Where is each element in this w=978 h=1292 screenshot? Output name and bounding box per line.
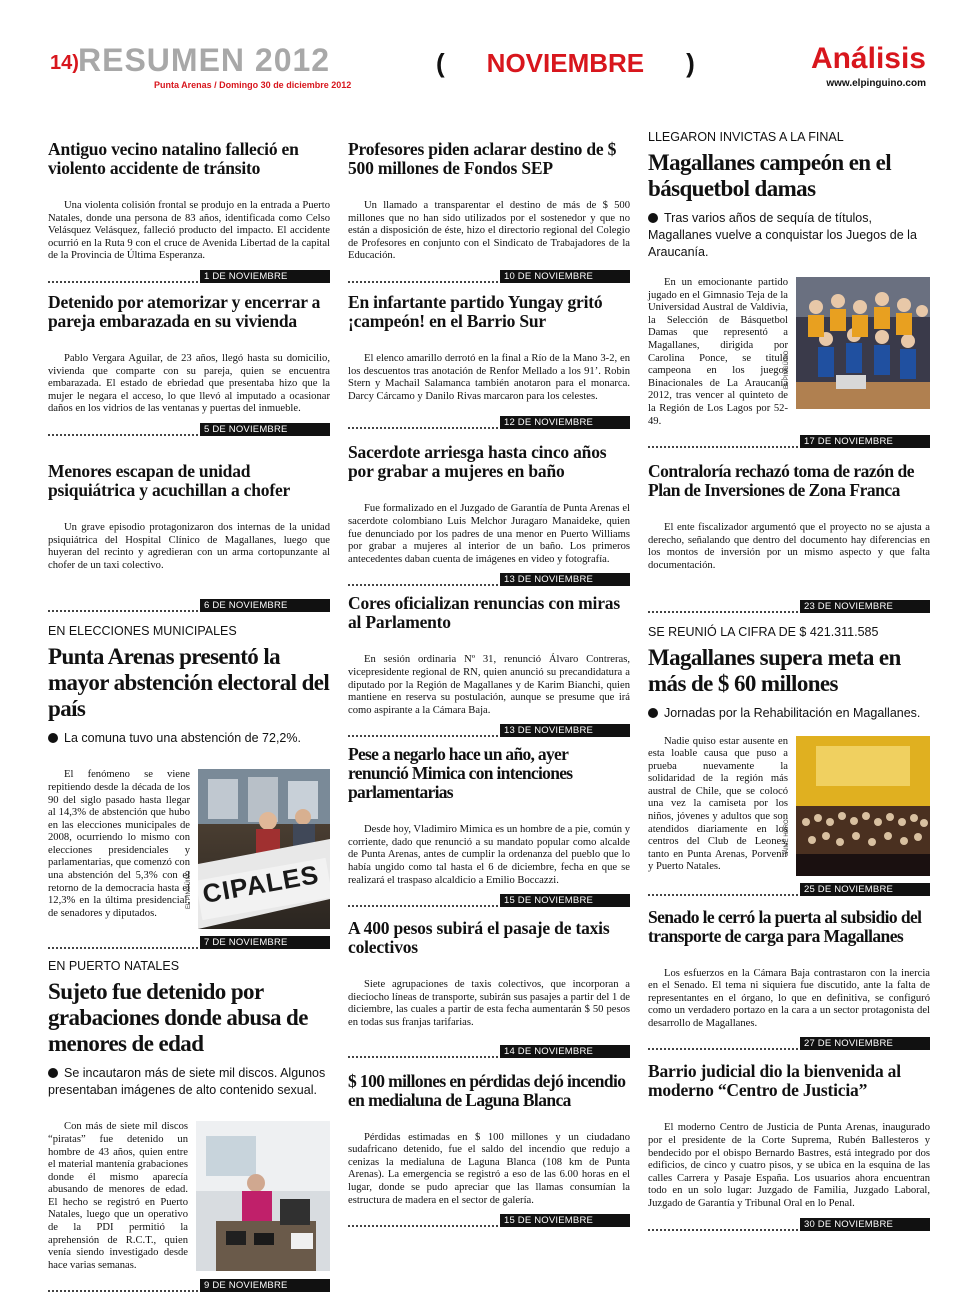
newspaper-url: www.elpinguino.com bbox=[826, 78, 926, 89]
article-body: El elenco amarillo derrotó en la final a Río de la Mano 3-2, en los descuentos tras anotación de Renfor Mellado a los 91’. Robin Stern y Machail Salamanca también anotaron para el monarca. Darcy Cárcamo y Danilo Rivas marcaron para los celestes. bbox=[348, 352, 630, 402]
article-divider bbox=[648, 882, 930, 896]
lead-text: Jornadas por la Rehabilitación en Magallanes. bbox=[664, 705, 921, 720]
article-body: El moderno Centro de Justicia de Punta Arenas, inaugurado por el presidente de la Corte Suprema, Rubén Ballesteros y bendecido por el obispo Bernardo Bastres, está integrado por dos edificios, de cinco y cuatro pisos, y se ubica en la esquina de las calles Carrera y Pasaje España. Los usuarios ahora encuentran todo en un solo lugar: Juzgado de Familia, Juzgado Laboral, Juzgado de Garantía y Tribunal Oral en lo Penal. bbox=[648, 1122, 930, 1210]
article-lead bbox=[648, 705, 930, 722]
bullet-icon bbox=[48, 733, 58, 743]
article bbox=[48, 462, 330, 612]
article-title: Magallanes supera meta en más de $ 60 millones bbox=[648, 644, 901, 696]
article bbox=[348, 594, 630, 737]
month-title: NOVIEMBRE bbox=[486, 48, 645, 78]
article-title: Menores escapan de unidad psiquiátrica y acuchillan a chofer bbox=[48, 460, 291, 500]
photo-credit: JAIME HARO bbox=[784, 818, 790, 856]
section-brand: RESUMEN 2012 bbox=[78, 42, 331, 78]
article-photo bbox=[784, 736, 930, 876]
article-body: Un llamado a transparentar el destino de más de $ 500 millones que no han sido utilizados por el sostenedor y que no están a disposición de éste, hizo el directorio regional del Colegio de Profesores en conjunto con el Sindicato de Trabajadores de la Educación. bbox=[348, 200, 630, 262]
article-title: Sacerdote arriesga hasta cinco años por grabar a mujeres en baño bbox=[348, 442, 607, 482]
date-tag: 1 DE NOVIEMBRE bbox=[200, 270, 330, 283]
date-tag: 10 DE NOVIEMBRE bbox=[500, 270, 630, 283]
article-divider bbox=[48, 1278, 330, 1292]
telethon-event-photo bbox=[796, 736, 930, 876]
article-divider bbox=[648, 1036, 930, 1050]
article bbox=[648, 908, 930, 1051]
article-photo bbox=[784, 277, 930, 409]
article-lead bbox=[48, 1065, 330, 1099]
article-title: Detenido por atemorizar y encerrar a pareja embarazada en su vivienda bbox=[48, 291, 321, 331]
photo-sign-text: CIPALES bbox=[200, 859, 322, 910]
article-body: Con más de siete mil discos “piratas” fue detenido un hombre de 43 años, quien entre el material mantenía grabaciones donde él mismo aparecía abusando de menores de edad. El hecho se registró en Puerto Natales, luego que un operativo de la PDI permitió la aprehensión de R.C.T., quien venía siendo investigado desde hace varias semanas. bbox=[48, 1121, 188, 1271]
article-body: El fenómeno se viene repitiendo desde la década de los 90 del siglo pasado hasta llegar al 14,3% de abstención que hubo en las elecciones municipales de 2008, ocurriendo lo mismo con elecciones presidenciales y parlamentarias, que comenzó con una abstención del 5,3% con el retorno de la democracia hasta el 12,3% en la última presidencial, de senadores y diputados. bbox=[48, 769, 190, 919]
bullet-icon bbox=[648, 213, 658, 223]
article-body: Una violenta colisión frontal se produjo en la entrada a Puerto Natales, donde una persona de 83 años, identificada como Celso Velásquez Velásquez, falleció producto del impacto. El accidente ocurrió en la Ruta 9 con el cruce de Avenida Libertad de la capital de la Provincia de Última Esperanza. bbox=[48, 200, 330, 262]
article-divider bbox=[348, 572, 630, 586]
article-lead bbox=[48, 730, 330, 747]
photo-credit: EL PINGÜINO bbox=[186, 870, 192, 910]
article-body: Desde hoy, Vladimiro Mimica es un hombre de a pie, común y corriente, dado que renunció a su mandato popular como alcalde de Punta Arenas, antes de cumplir la ordenanza del pueblo que lo había ungido como tal hasta el 6 de diciembre, fecha en que se realizará el traspaso alcaldicio a Emilio Boccazzi. bbox=[348, 824, 630, 886]
article-body: Pablo Vergara Aguilar, de 23 años, llegó hasta su domicilio, vivienda que comparte con su pareja, quien se encuentra embarazada. El estado de ebriedad que presentaba hizo que la mujer le negara el acceso, lo que llevó al imputado a ocasionar daños en los vidrios de las ventanas y puertas del inmueble. bbox=[48, 352, 330, 415]
article-divider bbox=[48, 598, 330, 612]
date-tag: 30 DE NOVIEMBRE bbox=[800, 1218, 930, 1231]
article-content bbox=[648, 277, 930, 428]
date-tag: 17 DE NOVIEMBRE bbox=[800, 435, 930, 448]
article bbox=[48, 293, 330, 436]
article-title: Magallanes campeón en el básquetbol damas bbox=[648, 150, 892, 201]
article-body: Los esfuerzos en la Cámara Baja contrastaron con la inercia en el Senado. El tema ni siquiera fue discutido, ante la falta de representantes en el órgano, lo que en definitiva, se configuró como un verdadero portazo en la cara a un sector protagonista del desarrollo de Magallanes. bbox=[648, 967, 930, 1029]
article-title: En infartante partido Yungay gritó ¡campeón! en el Barrio Sur bbox=[348, 291, 603, 331]
article-title: Profesores piden aclarar destino de $ 500 millones de Fondos SEP bbox=[348, 139, 617, 178]
date-tag: 13 DE NOVIEMBRE bbox=[500, 724, 630, 737]
bullet-icon bbox=[648, 708, 658, 718]
article bbox=[648, 462, 930, 612]
paren-open: ( bbox=[436, 48, 445, 78]
article bbox=[348, 919, 630, 1057]
article-body: El ente fiscalizador argumentó que el proyecto no se ajusta a derecho, señalando que dentro del documento hay diferencias en los montos de inversión por un mismo aspecto y que falta documentación. bbox=[648, 522, 930, 571]
date-tag: 9 DE NOVIEMBRE bbox=[200, 1279, 330, 1292]
article-photo bbox=[186, 769, 330, 929]
article-photo bbox=[196, 1121, 330, 1271]
article-body: Siete agrupaciones de taxis colectivos, que incorporan a dieciocho líneas de transporte, subirán sus pasajes a partir del 1 de diciembre, las cuales a partir de esta fecha aumentarán $ 50 pesos en todas sus franjas tarifarias. bbox=[348, 979, 630, 1029]
article-body: En sesión ordinaria Nº 31, renunció Álvaro Contreras, vicepresidente regional de RN, quien anunció su precandidatura a diputado por la Región de Magallanes y de Karim Bianchi, quien mantiene en reserva su postulación, aunque se presume que irá como aspirante a la Cámara Baja. bbox=[348, 654, 630, 716]
article-title: Pese a negarlo hace un año, ayer renunció Mimica con intenciones parlamentarias bbox=[348, 744, 573, 803]
article-title: Cores oficializan renuncias con miras al Parlamento bbox=[348, 593, 620, 633]
dateline: Punta Arenas / Domingo 30 de diciembre 2012 bbox=[154, 80, 352, 90]
lead-text: Se incautaron más de siete mil discos. Algunos presentaban imágenes de alto contenido sexual. bbox=[48, 1066, 326, 1098]
article-divider bbox=[348, 415, 630, 429]
date-tag: 25 DE NOVIEMBRE bbox=[800, 883, 930, 896]
article-divider bbox=[48, 422, 330, 436]
date-tag: 13 DE NOVIEMBRE bbox=[500, 573, 630, 586]
article-lead bbox=[648, 210, 930, 261]
newspaper-logo: Análisis bbox=[810, 42, 926, 75]
date-tag: 23 DE NOVIEMBRE bbox=[800, 600, 930, 613]
date-tag: 12 DE NOVIEMBRE bbox=[500, 416, 630, 429]
column-1 bbox=[48, 130, 330, 1292]
article bbox=[348, 293, 630, 429]
article-body: Pérdidas estimadas en $ 100 millones y un ciudadano sudafricano detenido, fue el saldo del incendio que redujo a cenizas la medialuna de Laguna Blanca (108 km de Punta Arenas). La emergencia se registró a eso de las 6.00 horas en el lugar, donde se pudo apreciar que las llamas consumían la estructura de madera en el sector de galería. bbox=[348, 1131, 630, 1206]
paren-close: ) bbox=[686, 48, 695, 78]
article-title: Antiguo vecino natalino falleció en violento accidente de tránsito bbox=[48, 139, 299, 178]
article-divider bbox=[48, 269, 330, 283]
article-divider bbox=[648, 1217, 930, 1231]
article-kicker: LLEGARON INVICTAS A LA FINAL bbox=[648, 130, 844, 144]
article-divider bbox=[648, 599, 930, 613]
article-title: Sujeto fue detenido por grabaciones donde abusa de menores de edad bbox=[48, 979, 308, 1057]
photo-credit: EL PINGÜINO bbox=[784, 350, 790, 389]
article bbox=[48, 959, 330, 1292]
column-3 bbox=[648, 130, 930, 1231]
article-body: Fue formalizado en el Juzgado de Garantía de Punta Arenas el sacerdote colombiano Luis Melchor Juragaro Manaideke, quien fue denunciado por los padres de una menor en Puerto Williams por grabar a mujeres al interior de un baño. Los primeros antecedentes daban cuenta de imágenes en video y fotografía. bbox=[348, 503, 630, 565]
article-body: Nadie quiso estar ausente en esta loable causa que puso a prueba nuevamente la solidaridad de la región más austral de Chile, que se colocó una vez la camiseta por los niños, jóvenes y adultos que son atendidos diariamente en los centros del Club de Leones, tanto en Punta Arenas, Porvenir y Puerto Natales. bbox=[648, 735, 788, 873]
article-divider bbox=[348, 1044, 630, 1058]
article-kicker: EN PUERTO NATALES bbox=[48, 959, 180, 974]
article-title: A 400 pesos subirá el pasaje de taxis colectivos bbox=[348, 918, 610, 958]
date-tag: 5 DE NOVIEMBRE bbox=[200, 423, 330, 436]
article-divider bbox=[348, 269, 630, 283]
article bbox=[348, 443, 630, 586]
article-divider bbox=[48, 935, 330, 949]
article-body: En un emocionante partido jugado en el Gimnasio Teja de la Universidad Austral de Valdivia, la Selección de Básquetbol Damas que representó a Magallanes, dirigida por Carolina Ponce, se tituló campeona en los juegos Binacionales de La Araucanía 2012, tras vencer al quinteto de la Región de Los Lagos por 52-49. bbox=[648, 277, 788, 427]
article bbox=[648, 1062, 930, 1230]
article-content bbox=[48, 1121, 330, 1272]
bullet-icon bbox=[48, 1068, 58, 1078]
basketball-team-photo bbox=[796, 277, 930, 409]
article bbox=[648, 130, 930, 448]
date-tag: 6 DE NOVIEMBRE bbox=[200, 599, 330, 612]
article-kicker: SE REUNIÓ LA CIFRA DE $ 421.311.585 bbox=[648, 624, 879, 639]
article bbox=[348, 140, 630, 283]
article-content bbox=[648, 736, 930, 876]
article-content bbox=[48, 769, 330, 929]
article-title: $ 100 millones en pérdidas dejó incendio en medialuna de Laguna Blanca bbox=[348, 1070, 626, 1110]
month-banner bbox=[436, 50, 695, 76]
lead-text: La comuna tuvo una abstención de 72,2%. bbox=[64, 731, 301, 746]
article bbox=[348, 1072, 630, 1228]
article-body: Un grave episodio protagonizaron dos internas de la unidad psiquiátrica del Hospital Clínico de Magallanes, luego que huyeran del recinto y agredieran con un arma cortopunzante al chofer de un taxi colectivo. bbox=[48, 521, 330, 571]
page-number: 14) bbox=[50, 52, 79, 74]
article-divider bbox=[348, 723, 630, 737]
seized-discs-photo bbox=[196, 1121, 330, 1271]
article bbox=[648, 625, 930, 896]
lead-text: Tras varios años de sequía de títulos, Magallanes vuelve a conquistar los Juegos de la Araucanía. bbox=[648, 211, 917, 259]
date-tag: 7 DE NOVIEMBRE bbox=[200, 936, 330, 949]
article bbox=[48, 140, 330, 283]
article-divider bbox=[348, 893, 630, 907]
date-tag: 15 DE NOVIEMBRE bbox=[500, 1214, 630, 1227]
article-title: Barrio judicial dio la bienvenida al moderno “Centro de Justicia” bbox=[648, 1061, 901, 1101]
date-tag: 15 DE NOVIEMBRE bbox=[500, 894, 630, 907]
article-title: Punta Arenas presentó la mayor abstención electoral del país bbox=[48, 644, 330, 722]
date-tag: 27 DE NOVIEMBRE bbox=[800, 1037, 930, 1050]
article-divider bbox=[348, 1213, 630, 1227]
article-divider bbox=[648, 434, 930, 448]
article-title: Senado le cerró la puerta al subsidio del transporte de carga para Magallanes bbox=[648, 906, 922, 946]
column-2 bbox=[348, 130, 630, 1227]
article bbox=[48, 624, 330, 949]
article-kicker: EN ELECCIONES MUNICIPALES bbox=[48, 624, 237, 639]
date-tag: 14 DE NOVIEMBRE bbox=[500, 1045, 630, 1058]
article-title: Contraloría rechazó toma de razón de Plan de Inversiones de Zona Franca bbox=[648, 461, 914, 501]
article bbox=[348, 745, 630, 907]
